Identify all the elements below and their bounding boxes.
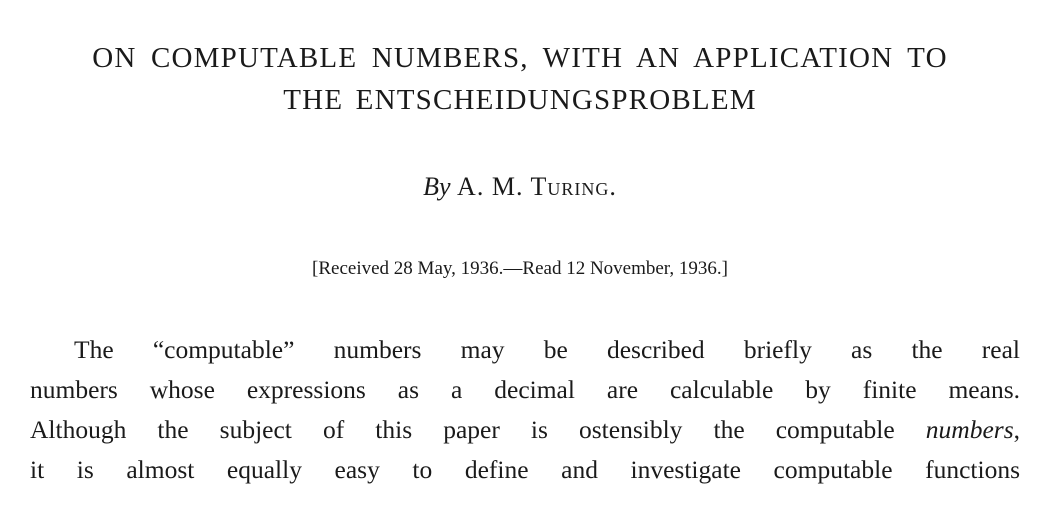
body-text-line: it is almost equally easy to define and investigate computable functions <box>30 455 1020 484</box>
author-name: A. M. Turing. <box>457 172 617 201</box>
byline-by: By <box>423 172 451 201</box>
body-text-segment: Although the subject of this paper is ostensibly the computable <box>30 415 926 444</box>
paper-title-line-2: THE ENTSCHEIDUNGSPROBLEM <box>283 84 757 116</box>
paper-title-line-1: ON COMPUTABLE NUMBERS, WITH AN APPLICATION TO <box>92 42 948 74</box>
body-text-segment: , <box>1013 415 1020 444</box>
received-date-note: [Received 28 May, 1936.—Read 12 November, 1936.] <box>312 258 728 279</box>
body-text-line: numbers whose expressions as a decimal are calculable by finite means. <box>30 375 1020 404</box>
body-text-line <box>30 415 1020 445</box>
body-text-line: The “computable” numbers may be described briefly as the real <box>74 335 1020 364</box>
author-byline <box>0 172 1040 202</box>
emphasized-word: numbers <box>925 415 1014 444</box>
